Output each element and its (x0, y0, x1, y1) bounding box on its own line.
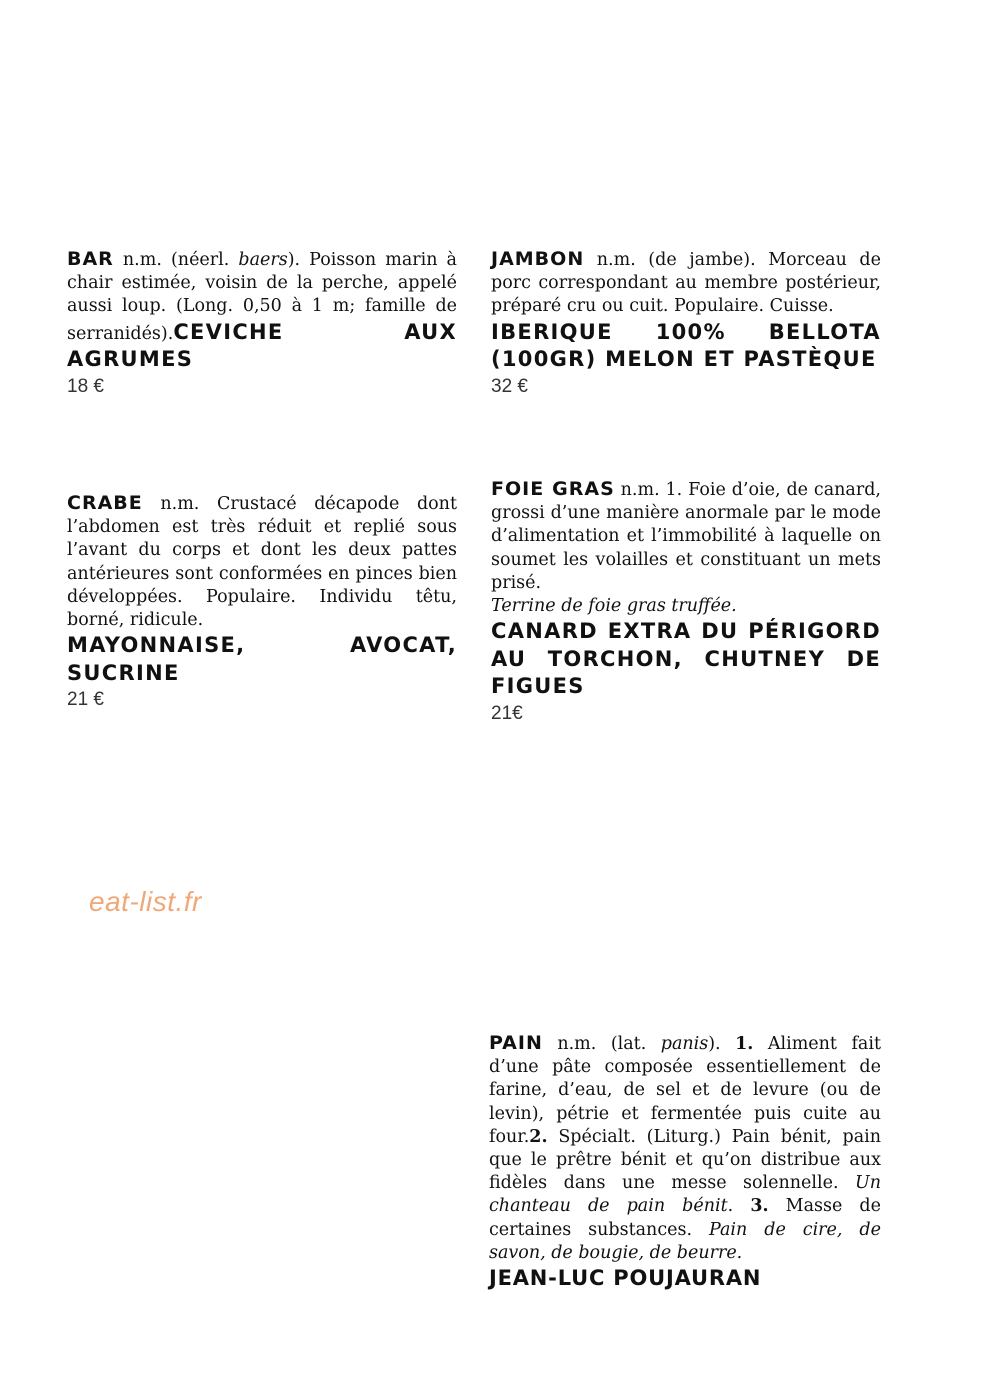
pain-def-part-4: Spécialt. (Liturg.) Pain bénit, pain que le prêtre bénit et qu’on distribue aux fidèles dans une messe solennelle. (489, 1126, 881, 1194)
pain-sense-2: 2. (529, 1126, 548, 1147)
foie-gras-example-text: Terrine de foie gras truffée. (491, 596, 737, 617)
entry-foie-gras (491, 478, 881, 727)
pain-sense-1: 1. (735, 1034, 754, 1054)
foie-gras-def: n.m. 1. Foie d’oie, de canard, grossi d’une manière anormale par le mode d’alimentation et l’immobilité à laquelle on soumet les volailles et constituant un mets prisé. (491, 480, 881, 593)
entry-pain (489, 1032, 881, 1293)
foie-gras-price: 21€ (491, 702, 523, 724)
bar-price: 18 € (67, 375, 104, 397)
jambon-dish: IBERIQUE 100% BELLOTA (100GR) MELON ET PASTÈQUE (491, 319, 881, 372)
crabe-def: n.m. Crustacé décapode dont l’abdomen est très réduit et replié sous l’avant du corps et dont les deux pattes antérieures sont conformées en pinces bien développées. Populaire. Individu têtu, borné, ridicule. (67, 494, 457, 631)
bar-dish: CEVICHE AUX AGRUMES (67, 319, 457, 372)
pain-def-part-6: Masse de certaines substances. (489, 1196, 881, 1240)
jambon-definition (491, 248, 881, 319)
foie-gras-dish: CANARD EXTRA DU PÉRIGORD AU TORCHON, CHUTNEY DE FIGUES (491, 619, 881, 699)
bar-def-etymology: baers (238, 250, 288, 270)
pain-def-part-2: ). (708, 1034, 736, 1054)
foie-gras-headword: FOIE GRAS (491, 478, 615, 500)
entry-jambon (491, 248, 881, 400)
pain-def-etymology: panis (660, 1034, 709, 1054)
pain-dish: JEAN-LUC POUJAURAN (489, 1266, 762, 1291)
bar-def-part-2: ). Poisson marin à chair estimée, voisin de la perche, appelé aussi loup. (Long. 0,50 à 1 m; famille de serranidés). (67, 250, 457, 344)
foie-gras-example (491, 595, 881, 618)
jambon-price: 32 € (491, 375, 528, 397)
entry-crabe (67, 492, 457, 713)
pain-def-part-5: . (727, 1196, 751, 1217)
watermark (89, 886, 202, 918)
pain-def-part-3: Aliment fait d’une pâte composée essentiellement de farine, d’eau, de sel et de levure (ou de levin), pétrie et fermentée puis cuite au four. (489, 1034, 881, 1147)
pain-sense-3: 3. (750, 1196, 769, 1217)
jambon-def: n.m. (de jambe). Morceau de porc correspondant au membre postérieur, préparé cru ou cuit. Populaire. Cuisse. (491, 250, 881, 317)
crabe-price: 21 € (67, 689, 104, 711)
bar-headword: BAR (67, 248, 114, 270)
pain-example-2: Pain de cire, de savon, de bougie, de beurre. (489, 1219, 881, 1263)
watermark-text: eat-list.fr (89, 886, 202, 917)
pain-definition (489, 1032, 881, 1265)
foie-gras-definition (491, 478, 881, 595)
crabe-headword: CRABE (67, 492, 143, 514)
crabe-definition (67, 492, 457, 632)
pain-headword: PAIN (489, 1032, 543, 1054)
crabe-dish: MAYONNAISE, AVOCAT, SUCRINE (67, 633, 457, 685)
entry-bar (67, 248, 457, 400)
bar-definition (67, 248, 457, 374)
jambon-headword: JAMBON (491, 248, 585, 270)
pain-example-1: Un chanteau de pain bénit (489, 1173, 881, 1217)
bar-def-part-1: n.m. (néerl. (113, 250, 239, 270)
pain-def-part-1: n.m. (lat. (542, 1034, 661, 1054)
